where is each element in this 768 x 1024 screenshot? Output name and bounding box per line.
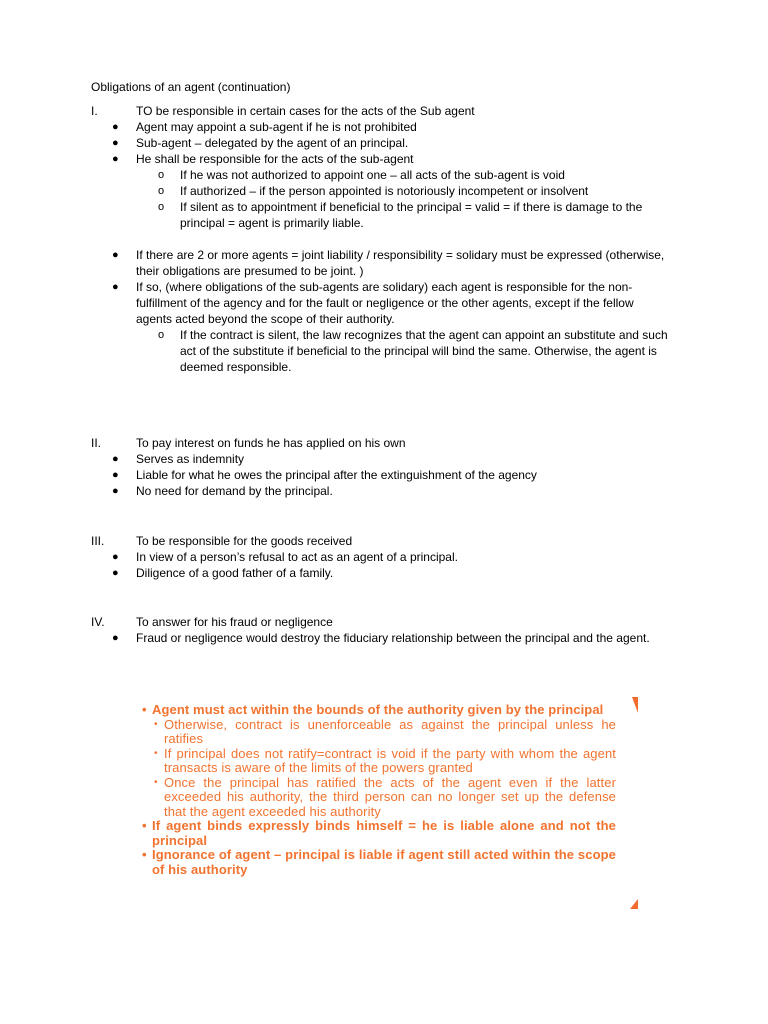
section-title: To be responsible for the goods received [136, 534, 353, 548]
section-3 [0, 533, 768, 581]
list-item: ● Agent may appoint a sub-agent if he is not prohibited [112, 120, 417, 134]
slide-corner-decoration [630, 899, 638, 909]
bullet-icon: ● [112, 153, 119, 165]
bullet-icon: ● [112, 281, 119, 293]
sub-list-item: o If he was not authorized to appoint one – all acts of the sub-agent is void [158, 168, 565, 182]
bullet-icon: ● [112, 632, 119, 644]
list-item: ● He shall be responsible for the acts of the sub-agent [112, 152, 414, 166]
slide-sub-point: • Otherwise, contract is unenforceable as against the principal unless he ratifies [154, 716, 616, 746]
slide-corner-decoration [632, 697, 638, 713]
section-1 [0, 103, 768, 375]
list-item: ● Diligence of a good father of a family. [112, 566, 334, 580]
slide-sub-point: • If principal does not ratify=contract is void if the party with whom the agent transacts is aware of the limits of the powers granted [154, 745, 616, 775]
sub-list-item: o If the contract is silent, the law recognizes that the agent can appoint an substitute and such act of the substitute if beneficial to the principal will bind the same. Otherwise, the agent is deemed responsible. [158, 328, 668, 374]
circle-bullet-icon: o [158, 185, 165, 197]
section-number: I. [91, 104, 98, 118]
list-item: ● In view of a person’s refusal to act as an agent of a principal. [112, 550, 458, 564]
section-title: To answer for his fraud or negligence [136, 615, 333, 629]
circle-bullet-icon: o [158, 169, 165, 181]
bullet-icon: ● [112, 453, 119, 465]
list-item: ● Serves as indemnity [112, 452, 245, 466]
section-4 [0, 614, 768, 646]
section-number: IV. [91, 615, 105, 629]
section-heading [0, 533, 768, 549]
list-item: ● Liable for what he owes the principal after the extinguishment of the agency [112, 468, 537, 482]
bullet-icon: • [154, 718, 158, 730]
bullet-icon: ● [112, 551, 119, 563]
list-item: ● No need for demand by the principal. [112, 484, 333, 498]
slide-main-point: • Ignorance of agent – principal is liable if agent still acted within the scope of his authority [142, 847, 616, 877]
bullet-icon: ● [112, 121, 119, 133]
section-2 [0, 435, 768, 499]
section-title: To pay interest on funds he has applied on his own [136, 436, 406, 450]
section-number: II. [91, 436, 102, 450]
slide-sub-point: • Once the principal has ratified the acts of the agent even if the latter exceeded his authority, the third person can no longer set up the defense that the agent exceeded his authority [154, 774, 616, 819]
sub-list-item: o If authorized – if the person appointed is notoriously incompetent or insolvent [158, 184, 589, 198]
section-title: TO be responsible in certain cases for the acts of the Sub agent [136, 104, 475, 118]
list-item: ● If so, (where obligations of the sub-agents are solidary) each agent is responsible for the non-fulfillment of the agency and for the fault or negligence or the other agents, except if the fellow agents acted beyond the scope of their authority. [112, 280, 634, 326]
section-heading [0, 435, 768, 451]
document-title: Obligations of an agent (continuation) [91, 80, 291, 94]
bullet-icon: ● [112, 469, 119, 481]
list-item: ● Fraud or negligence would destroy the fiduciary relationship between the principal and the agent. [112, 631, 650, 645]
bullet-icon: ● [112, 567, 119, 579]
bullet-icon: • [142, 818, 147, 833]
bullet-icon: • [154, 747, 158, 759]
list-item: ● Sub-agent – delegated by the agent of an principal. [112, 136, 409, 150]
circle-bullet-icon: o [158, 329, 165, 341]
section-heading [0, 103, 768, 119]
embedded-slide-image [130, 693, 638, 911]
bullet-icon: ● [112, 485, 119, 497]
bullet-icon: ● [112, 249, 119, 261]
bullet-icon: • [142, 702, 147, 717]
bullet-icon: • [154, 776, 158, 788]
section-heading [0, 614, 768, 630]
bullet-icon: • [142, 847, 147, 862]
section-number: III. [91, 534, 105, 548]
bullet-icon: ● [112, 137, 119, 149]
slide-main-point: • Agent must act within the bounds of the authority given by the principal [142, 702, 604, 717]
circle-bullet-icon: o [158, 201, 165, 213]
list-item: ● If there are 2 or more agents = joint liability / responsibility = solidary must be expressed (otherwise, their obligations are presumed to be joint. ) [112, 248, 665, 278]
sub-list-item: o If silent as to appointment if beneficial to the principal = valid = if there is damage to the principal = agent is primarily liable. [158, 200, 643, 230]
slide-main-point: • If agent binds expressly binds himself = he is liable alone and not the principal [142, 818, 616, 848]
slide-text [142, 703, 616, 877]
